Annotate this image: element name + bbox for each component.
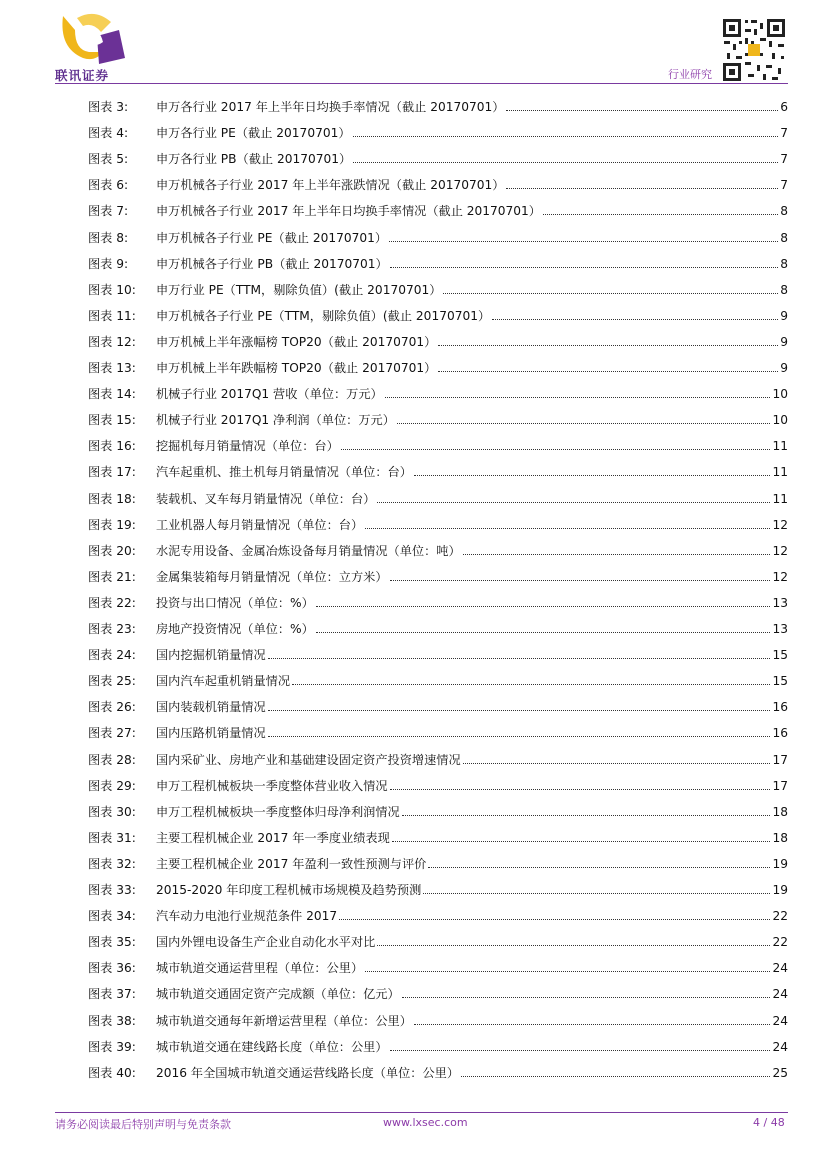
- toc-entry[interactable]: [88, 330, 788, 350]
- toc-leader-dots: [438, 345, 778, 346]
- toc-entry-label: 图表 5:: [88, 152, 129, 167]
- toc-entry[interactable]: [88, 408, 788, 428]
- toc-entry[interactable]: [88, 147, 788, 167]
- company-logo-icon: [55, 8, 135, 68]
- toc-entry-page: 16: [772, 700, 788, 715]
- toc-entry-label: 图表 28:: [88, 752, 136, 767]
- toc-entry-page: 17: [772, 752, 788, 767]
- footer-disclaimer: 请务必阅读最后特别声明与免责条款: [55, 1118, 231, 1131]
- toc-entry-title: 房地产投资情况（单位：%）: [156, 622, 314, 636]
- toc-leader-dots: [268, 710, 771, 711]
- toc-entry[interactable]: [88, 695, 788, 715]
- toc-entry-title: 申万各行业 PB（截止 20170701）: [156, 152, 352, 167]
- toc-entry-page: 10: [772, 387, 788, 402]
- toc-entry-label: 图表 13:: [88, 361, 136, 375]
- toc-entry-label: 图表 25:: [88, 674, 136, 689]
- toc-entry-page: 15: [772, 674, 788, 689]
- toc-leader-dots: [316, 632, 771, 633]
- toc-entry-page: 10: [772, 413, 788, 428]
- toc-entry-title: 申万机械上半年涨幅榜 TOP20（截止 20170701）: [156, 334, 437, 349]
- toc-entry-label: 图表 12:: [88, 334, 136, 349]
- toc-leader-dots: [428, 867, 770, 868]
- toc-leader-dots: [390, 267, 778, 268]
- toc-leader-dots: [443, 293, 778, 294]
- toc-entry-title: 主要工程机械企业 2017 年盈利一致性预测与评价: [156, 856, 427, 871]
- toc-entry-label: 图表 38:: [88, 1013, 136, 1028]
- toc-entry-page: 25: [772, 1065, 788, 1080]
- toc-entry[interactable]: [88, 565, 788, 585]
- toc-entry-label: 图表 19:: [88, 517, 136, 532]
- footer-page-number: 4 / 48: [753, 1116, 785, 1129]
- toc-entry-title: 工业机器人每月销量情况（单位：台）: [156, 517, 364, 532]
- toc-entry-title: 挖掘机每月销量情况（单位：台）: [156, 439, 339, 454]
- toc-entry[interactable]: [88, 878, 788, 898]
- toc-entry[interactable]: [88, 1061, 788, 1081]
- toc-leader-dots: [414, 1024, 771, 1025]
- toc-entry[interactable]: [88, 487, 788, 507]
- toc-entry[interactable]: [88, 930, 788, 950]
- toc-entry[interactable]: [88, 852, 788, 872]
- toc-leader-dots: [377, 945, 770, 946]
- toc-entry-page: 11: [772, 439, 788, 454]
- toc-entry[interactable]: [88, 434, 788, 454]
- toc-entry-label: 图表 31:: [88, 830, 136, 845]
- toc-entry[interactable]: [88, 904, 788, 924]
- toc-entry[interactable]: [88, 669, 788, 689]
- toc-entry-page: 8: [780, 256, 788, 271]
- toc-entry-title: 投资与出口情况（单位：%）: [156, 595, 314, 610]
- toc-entry-label: 图表 3:: [88, 100, 129, 114]
- toc-entry-label: 图表 34:: [88, 909, 136, 924]
- toc-leader-dots: [385, 397, 771, 398]
- toc-entry-title: 国内汽车起重机销量情况: [156, 674, 291, 689]
- toc-leader-dots: [353, 162, 778, 163]
- toc-entry[interactable]: [88, 748, 788, 768]
- toc-leader-dots: [402, 997, 771, 998]
- toc-entry-title: 申万机械上半年跌幅榜 TOP20（截止 20170701）: [156, 361, 437, 375]
- toc-leader-dots: [389, 241, 778, 242]
- toc-entry-title: 城市轨道交通每年新增运营里程（单位：公里）: [156, 1013, 412, 1028]
- toc-entry-page: 11: [772, 491, 788, 506]
- toc-entry[interactable]: [88, 826, 788, 846]
- toc-entry-page: 12: [772, 517, 788, 532]
- toc-entry[interactable]: [88, 304, 788, 324]
- toc-entry-page: 13: [772, 595, 788, 610]
- toc-entry-label: 图表 11:: [88, 308, 136, 323]
- section-label: 行业研究: [668, 68, 712, 81]
- toc-entry-label: 图表 22:: [88, 595, 136, 610]
- toc-entry[interactable]: [88, 121, 788, 141]
- toc-entry-label: 图表 15:: [88, 413, 136, 428]
- toc-entry-title: 申万机械各子行业 2017 年上半年日均换手率情况（截止 20170701）: [156, 204, 541, 219]
- toc-entry-title: 申万机械各子行业 PE（TTM，剔除负值）(截止 20170701）: [156, 308, 491, 323]
- toc-leader-dots: [341, 449, 771, 450]
- toc-entry-label: 图表 23:: [88, 622, 136, 636]
- toc-entry-label: 图表 27:: [88, 726, 136, 741]
- toc-entry-label: 图表 16:: [88, 439, 136, 454]
- toc-entry[interactable]: [88, 278, 788, 298]
- toc-entry-title: 机械子行业 2017Q1 净利润（单位：万元）: [156, 413, 395, 428]
- toc-entry-title: 国内外锂电设备生产企业自动化水平对比: [156, 935, 376, 950]
- toc-entry[interactable]: [88, 1035, 788, 1055]
- toc-entry-label: 图表 33:: [88, 883, 136, 897]
- toc-entry-label: 图表 20:: [88, 543, 136, 558]
- toc-entry[interactable]: [88, 513, 788, 533]
- toc-entry-label: 图表 7:: [88, 204, 129, 219]
- toc-leader-dots: [423, 893, 770, 894]
- footer-divider: [55, 1112, 788, 1113]
- toc-entry-page: 6: [780, 100, 788, 114]
- toc-entry-title: 汽车起重机、推土机每月销量情况（单位：台）: [156, 465, 412, 480]
- toc-leader-dots: [463, 554, 771, 555]
- toc-entry-title: 国内装载机销量情况: [156, 700, 266, 715]
- toc-entry-title: 城市轨道交通运营里程（单位：公里）: [156, 961, 364, 976]
- toc-entry-title: 申万机械各子行业 2017 年上半年涨跌情况（截止 20170701）: [156, 178, 505, 193]
- toc-entry-label: 图表 37:: [88, 987, 136, 1002]
- logo-text: 联讯证券: [55, 68, 110, 83]
- toc-entry[interactable]: [88, 539, 788, 559]
- toc-leader-dots: [365, 528, 770, 529]
- toc-entry[interactable]: [88, 460, 788, 480]
- toc-entry-label: 图表 18:: [88, 491, 136, 506]
- toc-entry-label: 图表 26:: [88, 700, 136, 715]
- toc-entry-page: 13: [772, 622, 788, 636]
- toc-leader-dots: [543, 214, 778, 215]
- toc-entry[interactable]: [88, 721, 788, 741]
- toc-entry-title: 城市轨道交通固定资产完成额（单位：亿元）: [156, 987, 400, 1002]
- toc-leader-dots: [390, 580, 771, 581]
- toc-leader-dots: [402, 815, 771, 816]
- toc-entry-page: 8: [780, 230, 788, 245]
- toc-leader-dots: [390, 1050, 771, 1051]
- toc-entry-page: 24: [772, 1039, 788, 1054]
- toc-entry-title: 申万行业 PE（TTM，剔除负值）(截止 20170701）: [156, 282, 442, 297]
- toc-entry-label: 图表 4:: [88, 126, 129, 141]
- toc-leader-dots: [392, 841, 771, 842]
- toc-leader-dots: [463, 763, 771, 764]
- toc-entry-page: 8: [780, 282, 788, 297]
- toc-entry-title: 申万机械各子行业 PB（截止 20170701）: [156, 256, 388, 271]
- toc-entry[interactable]: [88, 591, 788, 611]
- toc-entry-title: 金属集装箱每月销量情况（单位：立方米）: [156, 569, 388, 584]
- toc-entry-label: 图表 36:: [88, 961, 136, 976]
- toc-entry-page: 24: [772, 961, 788, 976]
- toc-entry-label: 图表 39:: [88, 1039, 136, 1054]
- toc-entry[interactable]: [88, 774, 788, 794]
- toc-leader-dots: [339, 919, 770, 920]
- toc-entry-page: 9: [780, 361, 788, 375]
- toc-entry-page: 18: [772, 804, 788, 819]
- toc-entry-page: 12: [772, 543, 788, 558]
- toc-entry-label: 图表 32:: [88, 856, 136, 871]
- toc-entry-page: 11: [772, 465, 788, 480]
- toc-entry-label: 图表 40:: [88, 1065, 136, 1080]
- toc-entry-title: 城市轨道交通在建线路长度（单位：公里）: [156, 1039, 388, 1054]
- toc-entry-page: 7: [780, 152, 788, 167]
- toc-leader-dots: [461, 1076, 770, 1077]
- toc-leader-dots: [506, 188, 778, 189]
- toc-entry-page: 22: [772, 935, 788, 950]
- toc-entry-title: 水泥专用设备、金属冶炼设备每月销量情况（单位：吨）: [156, 543, 461, 558]
- toc-entry-title: 国内采矿业、房地产业和基础建设固定资产投资增速情况: [156, 752, 461, 767]
- toc-entry[interactable]: [88, 956, 788, 976]
- toc-entry-label: 图表 21:: [88, 569, 136, 584]
- toc-entry[interactable]: [88, 982, 788, 1002]
- toc-leader-dots: [492, 319, 778, 320]
- toc-leader-dots: [316, 606, 771, 607]
- header-divider: [55, 83, 788, 84]
- toc-entry-page: 18: [772, 830, 788, 845]
- toc-entry[interactable]: [88, 173, 788, 193]
- toc-entry-title: 装载机、叉车每月销量情况（单位：台）: [156, 491, 376, 506]
- toc-entry-label: 图表 8:: [88, 230, 129, 245]
- toc-entry[interactable]: [88, 800, 788, 820]
- toc-entry-label: 图表 35:: [88, 935, 136, 950]
- toc-entry-title: 申万工程机械板块一季度整体归母净利润情况: [156, 804, 400, 819]
- toc-entry-page: 17: [772, 778, 788, 793]
- toc-leader-dots: [414, 475, 771, 476]
- toc-entry[interactable]: [88, 95, 788, 115]
- toc-entry-title: 申万各行业 2017 年上半年日均换手率情况（截止 20170701）: [156, 100, 505, 114]
- toc-entry-page: 9: [780, 334, 788, 349]
- toc-entry-page: 16: [772, 726, 788, 741]
- toc-entry[interactable]: [88, 1009, 788, 1029]
- toc-entry-page: 22: [772, 909, 788, 924]
- toc-entry-title: 机械子行业 2017Q1 营收（单位：万元）: [156, 387, 383, 402]
- toc-entry-title: 主要工程机械企业 2017 年一季度业绩表现: [156, 830, 390, 845]
- toc-entry[interactable]: [88, 252, 788, 272]
- toc-entry-title: 申万各行业 PE（截止 20170701）: [156, 126, 351, 141]
- toc-entry-title: 申万机械各子行业 PE（截止 20170701）: [156, 230, 388, 245]
- toc-entry-page: 12: [772, 569, 788, 584]
- toc-entry-title: 2015-2020 年印度工程机械市场规模及趋势预测: [156, 883, 422, 897]
- toc-leader-dots: [268, 736, 771, 737]
- toc-entry-label: 图表 9:: [88, 256, 129, 271]
- toc-entry-page: 7: [780, 126, 788, 141]
- toc-entry-label: 图表 24:: [88, 648, 136, 663]
- toc-entry-label: 图表 6:: [88, 178, 129, 193]
- toc-entry[interactable]: [88, 382, 788, 402]
- toc-entry-title: 国内压路机销量情况: [156, 726, 266, 741]
- toc-entry-page: 24: [772, 987, 788, 1002]
- toc-entry-label: 图表 29:: [88, 778, 136, 793]
- toc-entry[interactable]: [88, 617, 788, 637]
- toc-leader-dots: [353, 136, 779, 137]
- toc-entry-label: 图表 14:: [88, 387, 136, 402]
- toc-entry-title: 2016 年全国城市轨道交通运营线路长度（单位：公里）: [156, 1065, 460, 1080]
- toc-entry[interactable]: [88, 356, 788, 376]
- toc-entry-page: 24: [772, 1013, 788, 1028]
- toc-leader-dots: [390, 789, 771, 790]
- toc-leader-dots: [438, 371, 778, 372]
- toc-entry-title: 申万工程机械板块一季度整体营业收入情况: [156, 778, 388, 793]
- toc-entry-page: 19: [772, 883, 788, 897]
- toc-entry-page: 15: [772, 648, 788, 663]
- toc-entry-page: 19: [772, 856, 788, 871]
- toc-entry[interactable]: [88, 226, 788, 246]
- toc-leader-dots: [377, 502, 770, 503]
- toc-entry[interactable]: [88, 199, 788, 219]
- toc-entry-title: 汽车动力电池行业规范条件 2017: [156, 909, 338, 924]
- toc-entry[interactable]: [88, 643, 788, 663]
- toc-leader-dots: [365, 971, 770, 972]
- toc-entry-label: 图表 30:: [88, 804, 136, 819]
- toc-entry-page: 9: [780, 308, 788, 323]
- toc-leader-dots: [292, 684, 770, 685]
- toc-entry-label: 图表 10:: [88, 282, 136, 297]
- toc-leader-dots: [268, 658, 771, 659]
- page-header: [0, 0, 827, 90]
- toc-entry-page: 8: [780, 204, 788, 219]
- toc-leader-dots: [397, 423, 771, 424]
- toc-entry-page: 7: [780, 178, 788, 193]
- qr-code-icon: [721, 17, 787, 83]
- footer-website[interactable]: www.lxsec.com: [383, 1116, 468, 1129]
- toc-leader-dots: [506, 110, 778, 111]
- toc-entry-title: 国内挖掘机销量情况: [156, 648, 266, 663]
- toc-entry-label: 图表 17:: [88, 465, 136, 480]
